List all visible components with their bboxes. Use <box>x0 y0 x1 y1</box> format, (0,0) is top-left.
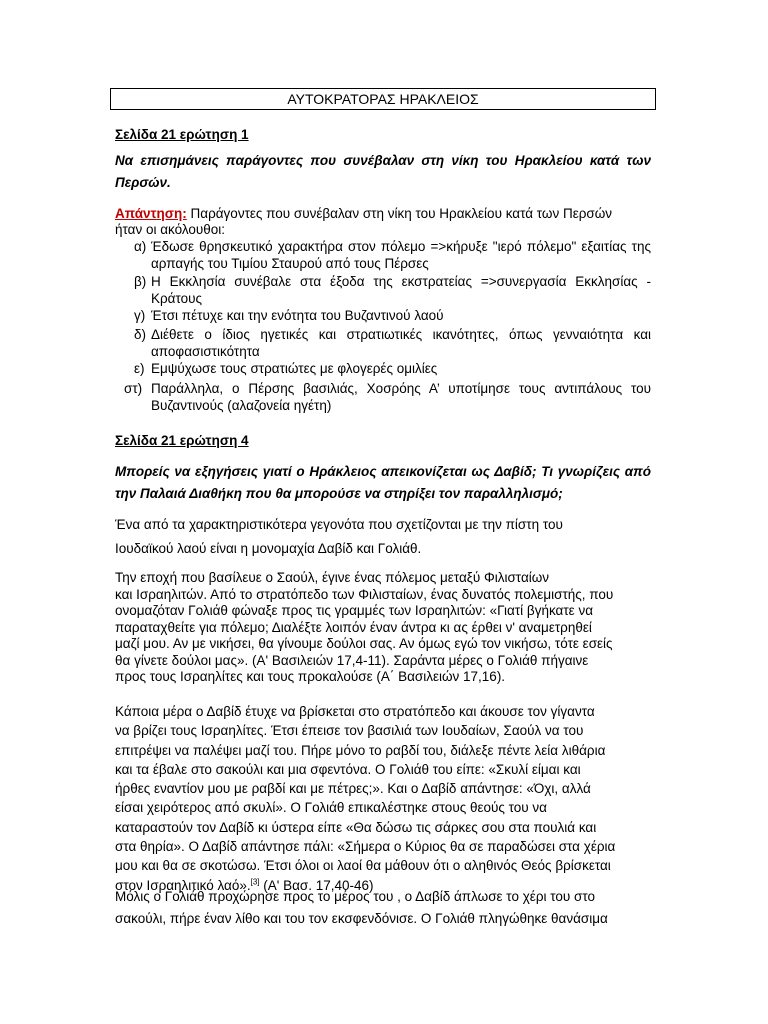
text-line: επιτρέψει να παλέψει μαζί του. Πήρε μόνο το ραβδί του, διάλεξε πέντε λεία λιθάρια <box>115 742 606 758</box>
list-item-marker: ε) <box>134 361 145 376</box>
text-line: θα γίνετε δούλοι μας». (Α' Βασιλειών 17,4-11). Σαράντα μέρες ο Γολιάθ πήγαινε <box>115 652 589 668</box>
answer-intro-text: Παράγοντες που συνέβαλαν στη νίκη του Ηρακλείου κατά των Περσών <box>186 206 613 221</box>
answer-label: Απάντηση: <box>115 206 187 221</box>
list-item-text: Η Εκκλησία συνέβαλε στα έξοδα της εκστρατείας =>συνεργασία Εκκλησίας - Κράτους <box>151 274 651 306</box>
list-item-text: Παράλληλα, ο Πέρσης βασιλιάς, Χοσρόης Α’ υποτίμησε τους αντιπάλους του Βυζαντινούς (αλαζονεία ηγέτη) <box>151 381 651 413</box>
text-line: Κάποια μέρα ο Δαβίδ έτυχε να βρίσκεται στο στρατόπεδο και άκουσε τον γίγαντα <box>115 704 595 719</box>
text-line: Ένα από τα χαρακτηριστικότερα γεγονότα που σχετίζονται με την πίστη του <box>115 517 563 532</box>
section1-question: Να επισημάνεις παράγοντες που συνέβαλαν στη νίκη του Ηρακλείου κατά των Περσών. <box>115 153 651 190</box>
list-item-marker: στ) <box>124 381 143 396</box>
text-line: μου και θα σε σκοτώσω. Έτσι όλοι οι λαοί θα μάθουν ότι ο αληθινός Θεός βρίσκεται <box>115 858 611 874</box>
text-line: και τα έβαλε στο σακούλι και μια σφεντόνα. Ο Γολιάθ του είπε: «Σκυλί είμαι και <box>115 761 581 777</box>
section2-paragraph-2 <box>115 702 655 895</box>
document-title: ΑΥΤΟΚΡΑΤΟΡΑΣ ΗΡΑΚΛΕΙΟΣ <box>110 88 656 110</box>
list-item-text: Εμψύχωσε τους στρατιώτες με φλογερές ομιλίες <box>151 361 438 376</box>
section1-answer-intro <box>115 206 655 223</box>
text-line: καταραστούν τον Δαβίδ κι ύστερα είπε «Θα δώσω τις σάρκες σου στα πουλιά και <box>115 819 597 835</box>
list-item-text: Έτσι πέτυχε και την ενότητα του Βυζαντινού λαού <box>151 308 444 323</box>
text-line: ήρθες εναντίον μου με ραβδί και με πέτρες;». Και ο Δαβίδ απάντησε: «Όχι, αλλά <box>115 781 591 797</box>
text-line: είσαι χειρότερος από σκυλί». Ο Γολιάθ επικαλέστηκε στους θεούς του να <box>115 800 547 816</box>
section2-paragraph-3 <box>115 886 655 930</box>
text-line: προς τους Ισραηλίτες και τους προκαλούσε (Α΄ Βασιλειών 17,16). <box>115 669 506 684</box>
text-line: παραταχθείτε για πόλεμο; Διαλέξτε λοιπόν έναν άντρα κι ας έρθει ν' αναμετρηθεί <box>115 619 592 635</box>
answer-intro-line2: ήταν οι ακόλουθοι: <box>115 222 226 237</box>
text-line: Μόλις ο Γολιάθ προχώρησε προς το μέρος του , ο Δαβίδ άπλωσε το χέρι του στο <box>115 889 596 904</box>
list-item-marker: γ) <box>134 308 146 323</box>
text-line: σακούλι, πήρε έναν λίθο και του τον εκσφενδόνισε. Ο Γολιάθ πληγώθηκε θανάσιμα <box>115 911 608 926</box>
list-item-marker: δ) <box>134 327 147 342</box>
text-fragment: στον Ισραηλιτικό λαό». <box>115 877 251 893</box>
text-line: να βρίζει τους Ισραηλίτες. Έτσι έπεισε τον βασιλιά των Ιουδαίων, Σαούλ να του <box>115 723 584 739</box>
section2-heading: Σελίδα 21 ερώτηση 4 <box>115 433 249 448</box>
list-item-marker: α) <box>134 239 147 254</box>
section1-heading: Σελίδα 21 ερώτηση 1 <box>115 127 249 142</box>
text-fragment: (Α' Βασ. 17,40-46) <box>259 877 374 893</box>
section2-question: Μπορείς να εξηγήσεις γιατί ο Ηράκλειος απεικονίζεται ως Δαβίδ; Τι γνωρίζεις από την Παλαιά Διαθήκη που θα μπορούσε να στηρίξει τον παραλληλισμό; <box>115 464 651 501</box>
text-line: ονομαζόταν Γολιάθ φώναξε προς τις γραμμές των Ισραηλιτών: «Γιατί βγήκατε να <box>115 603 593 618</box>
list-item-text: Έδωσε θρησκευτικό χαρακτήρα στον πόλεμο =>κήρυξε "ιερό πόλεμο" εξαιτίας της αρπαγής του Τιμίου Σταυρού από τους Πέρσες <box>151 239 651 271</box>
text-line: και Ισραηλιτών. Από το στρατόπεδο των Φιλισταίων, ένας δυνατός πολεμιστής, που <box>115 586 614 602</box>
text-line: μαζί μου. Αν με νικήσει, θα γίνουμε δούλοι σας. Αν όμως εγώ τον νικήσω, τότε εσείς <box>115 636 613 651</box>
list-item-text: Διέθετε ο ίδιος ηγετικές και στρατιωτικές ικανότητες, όπως γενναιότητα και αποφασιστικότητα <box>151 327 651 359</box>
text-line: Ιουδαϊκού λαού είναι η μονομαχία Δαβίδ και Γολιάθ. <box>115 540 422 556</box>
text-line: Την εποχή που βασίλευε ο Σαούλ, έγινε ένας πόλεμος μεταξύ Φιλισταίων <box>115 570 550 585</box>
section2-intro <box>115 513 655 560</box>
text-line: στα θηρία». Ο Δαβίδ απάντησε πάλι: «Σήμερα ο Κύριος θα σε παραδώσει στα χέρια <box>115 839 616 855</box>
list-item-marker: β) <box>134 274 147 289</box>
footnote-reference[interactable]: [3] <box>250 877 260 887</box>
section2-paragraph-1 <box>115 570 655 686</box>
